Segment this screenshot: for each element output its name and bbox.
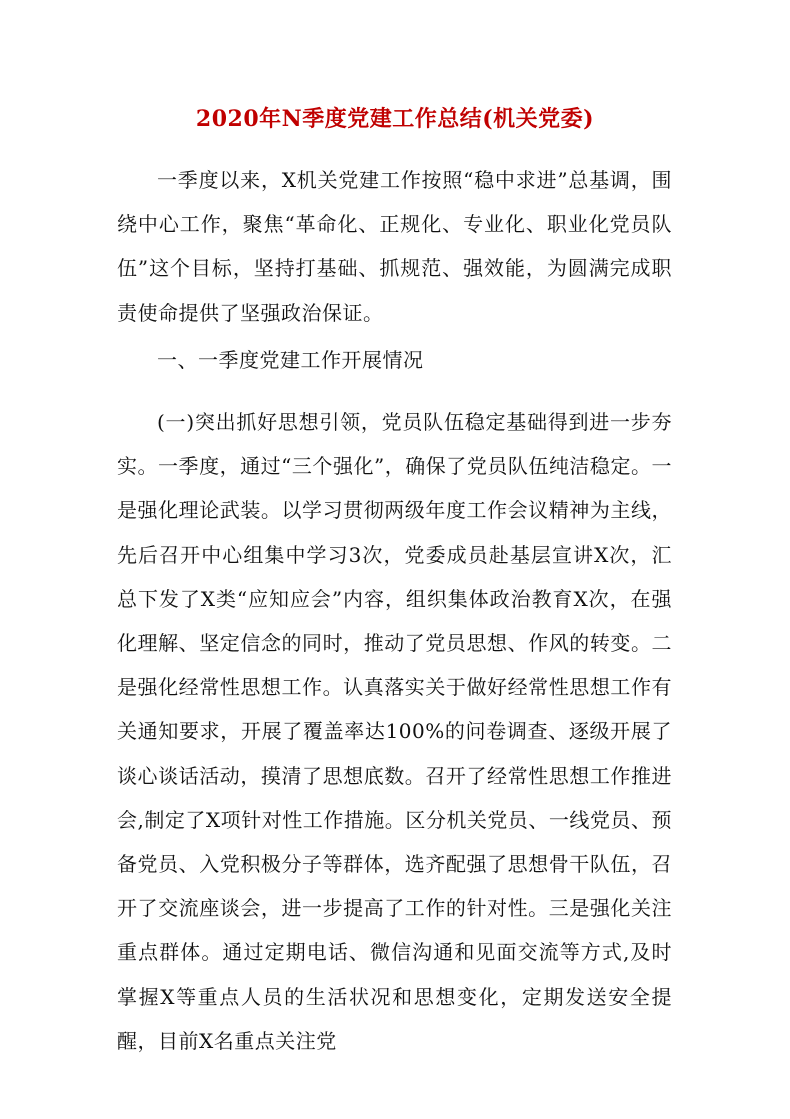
section-heading: 一、一季度党建工作开展情况	[157, 348, 424, 372]
paragraph-section-1: (一)突出抓好思想引领，党员队伍稳定基础得到进一步夯实。一季度，通过“三个强化”，确保了党员队伍纯洁稳定。一是强化理论武装。以学习贯彻两级年度工作会议精神为主线，先后召开中心组集中学习3次，党委成员赴基层宣讲X次，汇总下发了X类“应知应会”内容，组织集体政治教育X次，在强化理解、坚定信念的同时，推动了党员思想、作风的转变。二是强化经常性思想工作。认真落实关于做好经常性思想工作有关通知要求，开展了覆盖率达100%的问卷调查、逐级开展了谈心谈话活动，摸清了思想底数。召开了经常性思想工作推进会,制定了X项针对性工作措施。区分机关党员、一线党员、预备党员、入党积极分子等群体，选齐配强了思想骨干队伍，召开了交流座谈会，进一步提高了工作的针对性。三是强化关注重点群体。通过定期电话、微信沟通和见面交流等方式,及时掌握X等重点人员的生活状况和思想变化，定期发送安全提醒，目前X名重点关注党	[117, 410, 672, 1053]
paragraph-intro: 一季度以来，X机关党建工作按照“稳中求进”总基调，围绕中心工作，聚焦“革命化、正规化、专业化、职业化党员队伍”这个目标，坚持打基础、抓规范、强效能，为圆满完成职责使命提供了坚强政治保证。	[117, 168, 672, 325]
document-title: 2020年N季度党建工作总结(机关党委)	[195, 106, 595, 132]
